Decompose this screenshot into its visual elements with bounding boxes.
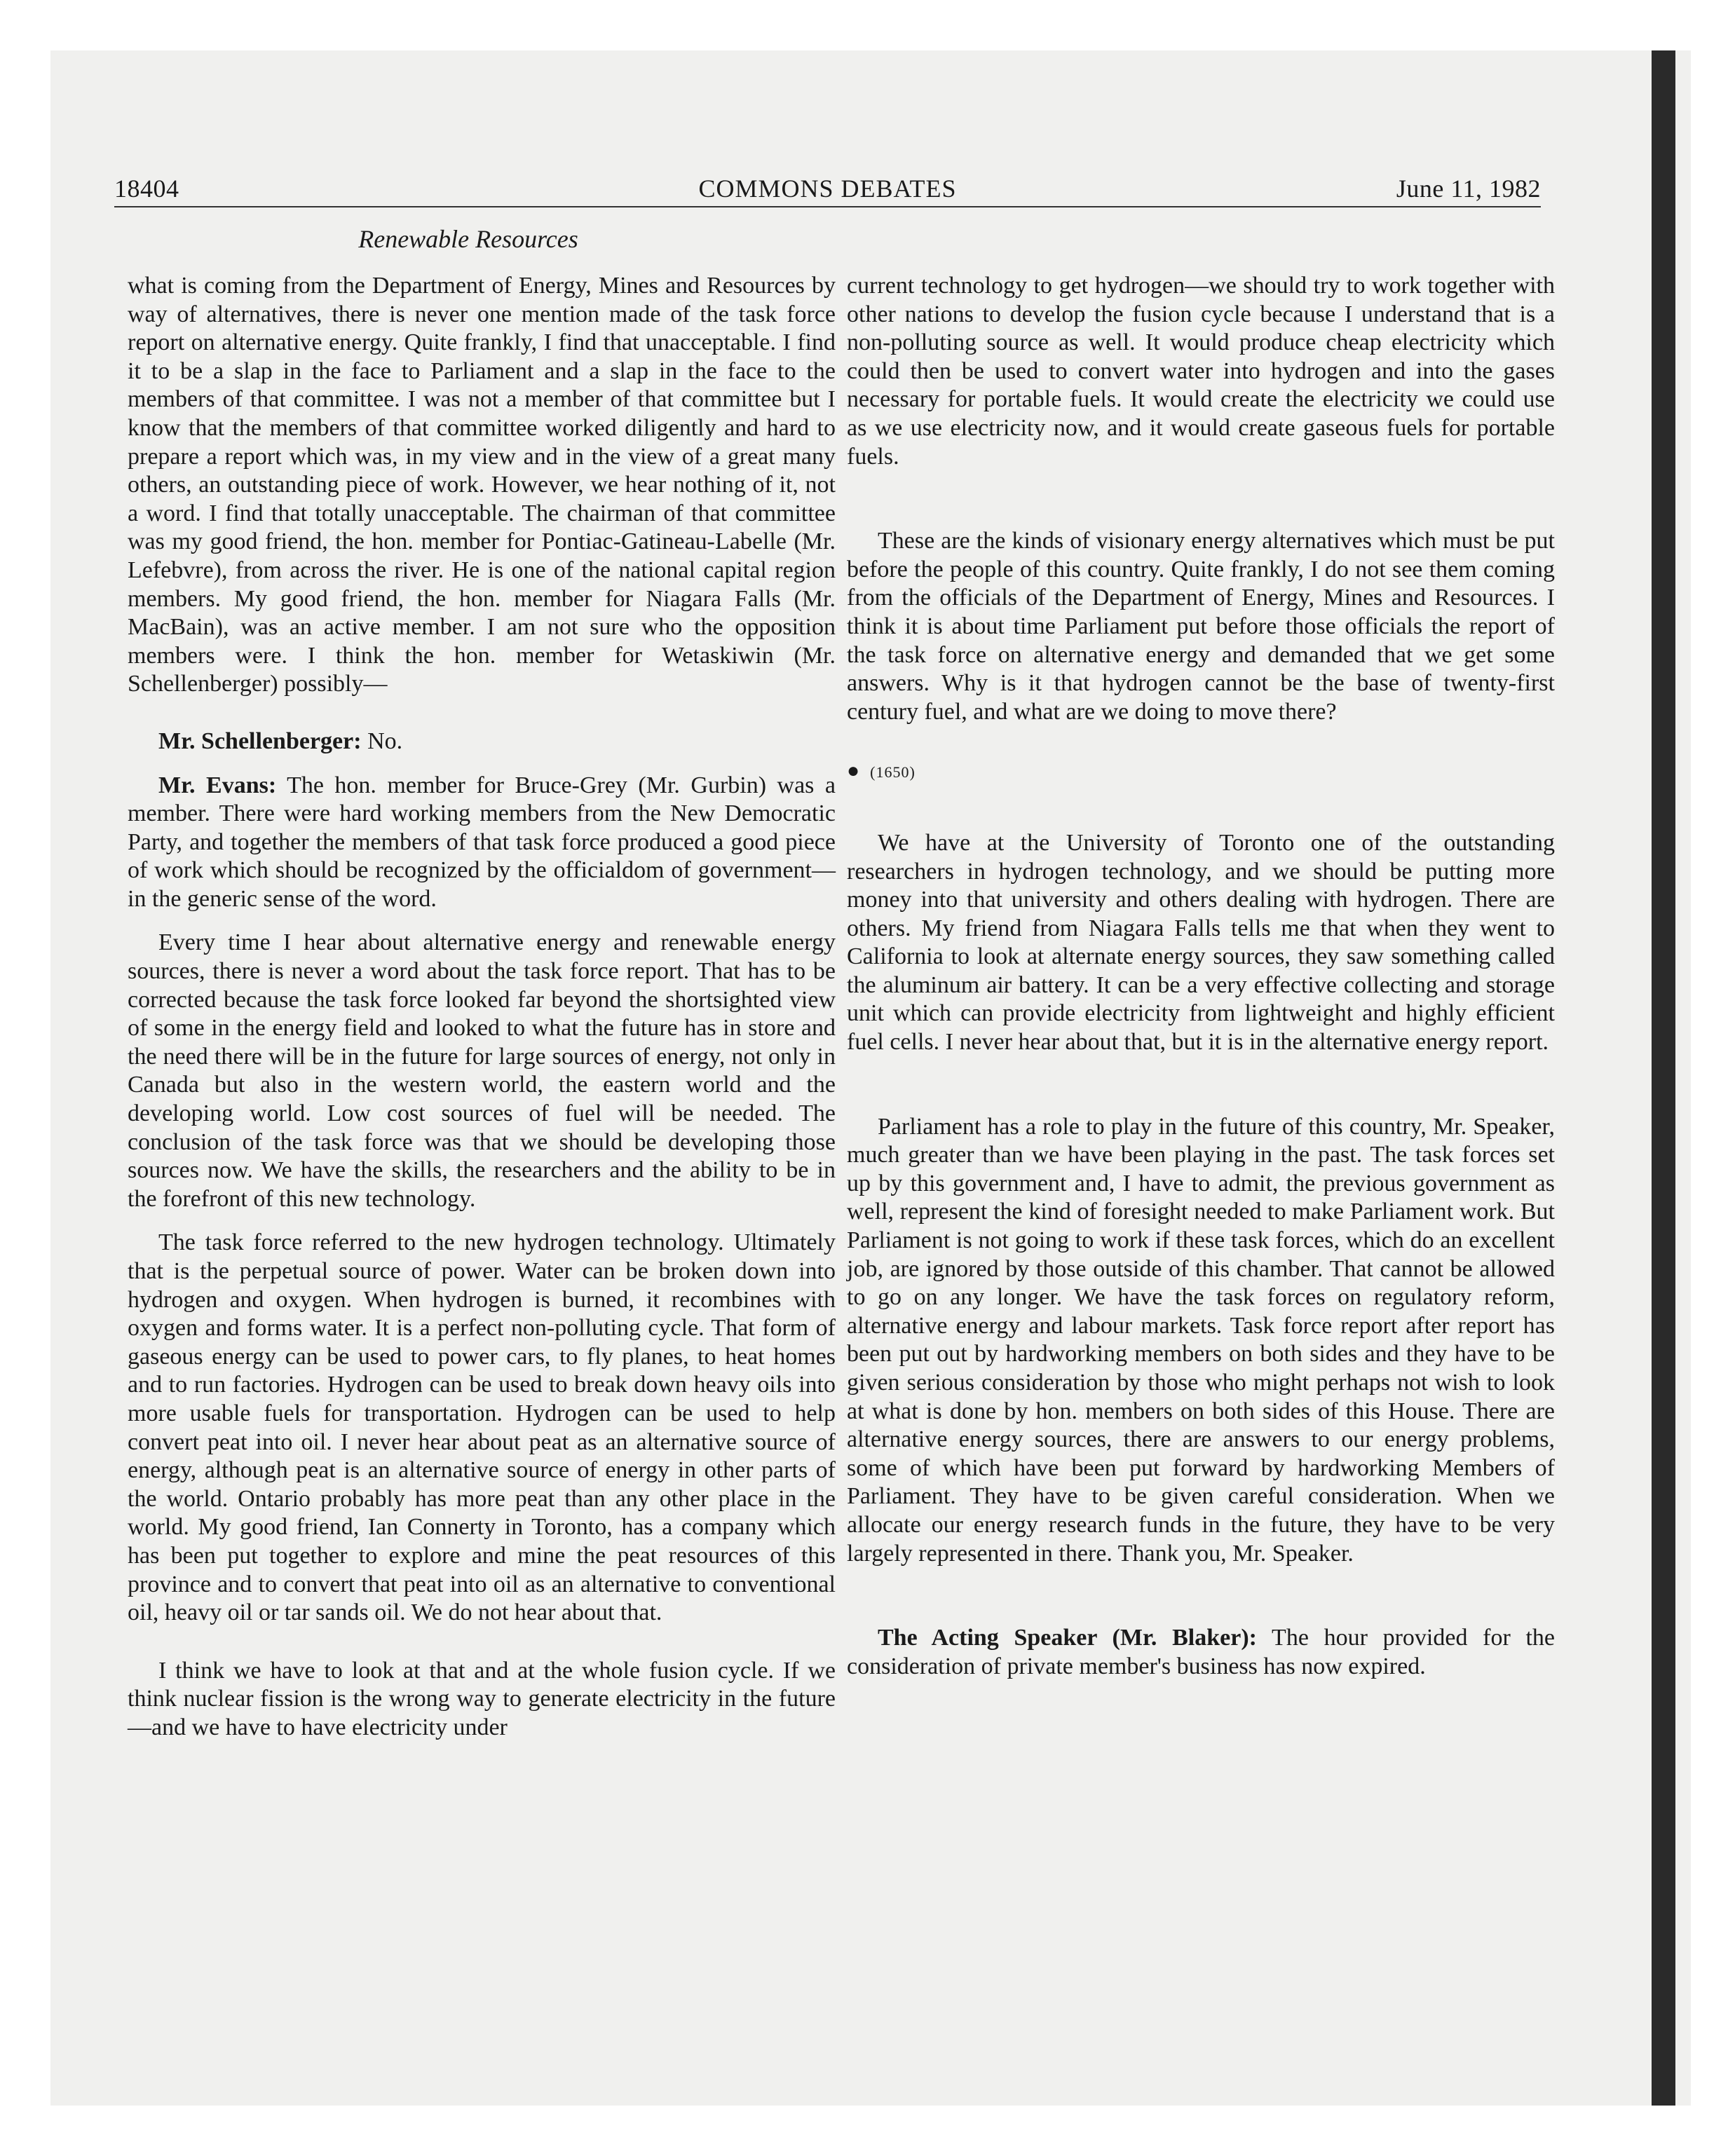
speaker-name: Mr. Schellenberger: <box>158 728 362 754</box>
speech-text: The hour provided for the consideration of private member's business has now expired. <box>847 1625 1555 1679</box>
paragraph: We have at the University of Toronto one of the outstanding researchers in hydrogen technology, and we should be putting more money into that university and others dealing with hydrogen. There are others. My friend from Niagara Falls tells me that when they went to California to look at alternate energy sources, they saw something called the aluminum air battery. It can be a very effective collecting and storage unit which can provide electricity from lightweight and highly efficient fuel cells. I never hear about that, but it is in the alternative energy report. <box>847 829 1555 1056</box>
paragraph: what is coming from the Department of Energy, Mines and Resources by way of alternatives, there is never one mention made of the task force report on alternative energy. Quite frankly, I find that unacceptable. I find it to be a slap in the face to Parliament and a slap in the face to the members of that committee. I was not a member of that committee but I know that the members of that committee worked diligently and hard to prepare a report which was, in my view and in the view of a great many others, an outstanding piece of work. However, we hear nothing of it, not a word. I find that totally unacceptable. The chairman of that committee was my good friend, the hon. member for Pontiac-Gatineau-Labelle (Mr. Lefebvre), from across the river. He is one of the national capital region members. My good friend, the hon. member for Niagara Falls (Mr. MacBain), was an active member. I am not sure who the opposition members were. I think the hon. member for Wetaskiwin (Mr. Schellenberger) possibly— <box>128 273 836 697</box>
paragraph: Every time I hear about alternative energy and renewable energy sources, there is never a word about the task force report. That has to be corrected because the task force looked far beyond the shortsighted view of some in the energy field and looked to what the future has in store and the need there will be in the future for large sources of energy, not only in Canada but also in the western world, the eastern world and the developing world. Low cost sources of fuel will be needed. The conclusion of the task force was that we should be developing those sources now. We have the skills, the researchers and the ability to be in the forefront of this new technology. <box>128 929 836 1212</box>
speaker-paragraph <box>847 1624 1555 1681</box>
speaker-name: The Acting Speaker (Mr. Blaker): <box>878 1625 1257 1651</box>
paragraph: These are the kinds of visionary energy alternatives which must be put before the people of this country. Quite frankly, I do not see them coming from the officials of the Department of Energy, Mines and Resources. I think it is about time Parliament put before those officials the report of the task force on alternative energy and demanded that we get some answers. Why is it that hydrogen cannot be the base of twenty-first century fuel, and what are we doing to move there? <box>847 528 1555 725</box>
page-date: June 11, 1982 <box>1396 175 1541 203</box>
section-title: Renewable Resources <box>358 225 578 253</box>
paragraph: current technology to get hydrogen—we should try to work together with other nations to develop the fusion cycle because I understand that is a non-polluting source as well. It would produce cheap electricity which could then be used to convert water into hydrogen and into the gases necessary for portable fuels. It would create the electricity we could use as we use electricity now, and it would create gaseous fuels for portable fuels. <box>847 273 1555 470</box>
bullet-icon: ● <box>847 759 861 783</box>
time-marker <box>847 757 1555 787</box>
page-number: 18404 <box>114 175 179 203</box>
right-column <box>847 272 1555 1681</box>
left-column <box>128 272 836 1742</box>
speaker-paragraph <box>128 772 836 914</box>
page-binding-edge <box>1652 50 1675 2106</box>
time-marker-label: (1650) <box>870 763 916 782</box>
paragraph: Parliament has a role to play in the future of this country, Mr. Speaker, much greater than we have been playing in the past. The task forces set up by this government and, I have to admit, the previous government as well, represent the kind of foresight needed to make Parliament work. But Parliament is not going to work if these task forces, which do an excellent job, are ignored by those outside of this chamber. That cannot be allowed to go on any longer. We have the task forces on regulatory reform, alternative energy and labour markets. Task force report after report has been put out by hardworking members on both sides and they have to be given serious consideration by those who might perhaps not wish to look at what is done by hon. members on both sides of this House. There are alternative energy sources, there are answers to our energy problems, some of which have been put forward by hardworking Members of Parliament. They have to be given careful consideration. When we allocate our energy research funds in the future, they have to be very largely represented in there. Thank you, Mr. Speaker. <box>847 1113 1555 1567</box>
publication-title: COMMONS DEBATES <box>698 175 957 203</box>
speech-text: The hon. member for Bruce-Grey (Mr. Gurbin) was a member. There were hard working members from the New Democratic Party, and together the members of that task force produced a good piece of work which should be recognized by the officialdom of government—in the generic sense of the word. <box>128 772 836 912</box>
speaker-paragraph <box>128 728 836 756</box>
speech-text: No. <box>361 728 403 754</box>
paragraph: The task force referred to the new hydrogen technology. Ultimately that is the perpetual source of power. Water can be broken down into hydrogen and oxygen. When hydrogen is burned, it recombines with oxygen and forms water. It is a perfect non-polluting cycle. That form of gaseous energy can be used to power cars, to fly planes, to heat homes and to run factories. Hydrogen can be used to break down heavy oils into more usable fuels for transportation. Hydrogen can be used to help convert peat into oil. I never hear about peat as an alternative source of energy, although peat is an alternative source of energy in other parts of the world. Ontario probably has more peat than any other place in the world. My good friend, Ian Connerty in Toronto, has a company which has been put together to explore and mine the peat resources of this province and to convert that peat into oil as an alternative to conventional oil, heavy oil or tar sands oil. We do not hear about that. <box>128 1229 836 1626</box>
speaker-name: Mr. Evans: <box>158 772 277 798</box>
page-header <box>114 174 1541 207</box>
paragraph: I think we have to look at that and at the whole fusion cycle. If we think nuclear fission is the wrong way to generate electricity in the future—and we have to have electricity under <box>128 1657 836 1740</box>
